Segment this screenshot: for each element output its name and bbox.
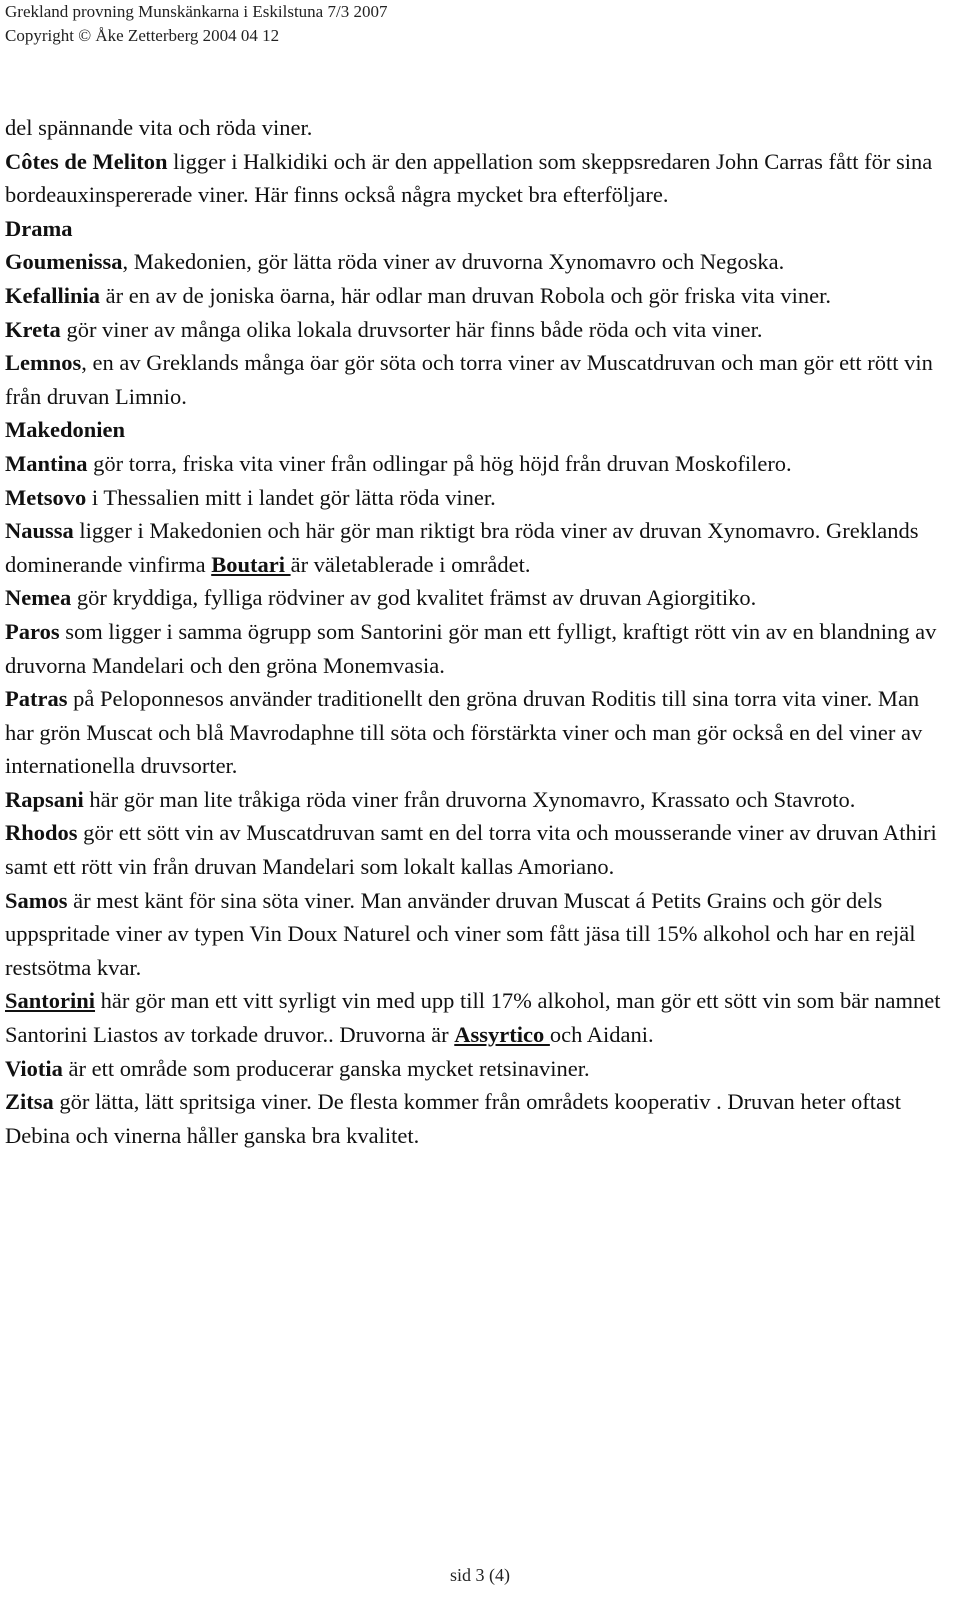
paragraph [5, 413, 950, 447]
paragraph-text: ligger i Makedonien och här gör man riktigt bra röda viner av druvan Xynomavro. Greklands dominerande vinfirma [5, 518, 919, 577]
paragraph-text: gör ett sött vin av Muscatdruvan samt en del torra vita och mousserande viner av druvan Athiri samt ett rött vin från druvan Mandelari som lokalt kallas Amoriano. [5, 820, 937, 880]
term-mantina: Mantina [5, 450, 88, 476]
paragraph-text: på Peloponnesos använder traditionellt den gröna druvan Roditis till sina torra vita viner. Man har grön Muscat och blå Mavrodaphne till söta och förstärkta viner och man gör också en del viner av internationella druvsorter. [5, 686, 923, 779]
term-lemnos: Lemnos [5, 350, 82, 376]
paragraph [5, 346, 950, 413]
paragraph [5, 279, 950, 313]
paragraph-text: gör kryddiga, fylliga rödviner av god kvalitet främst av druvan Agiorgitiko. [71, 585, 757, 611]
header-title: Grekland provning Munskänkarna i Eskilstuna 7/3 2007 [5, 2, 388, 21]
paragraph [5, 447, 950, 481]
paragraph-text: här gör man lite tråkiga röda viner från druvorna Xynomavro, Krassato och Stavroto. [83, 786, 856, 812]
term-naussa: Naussa [5, 518, 74, 544]
term-patras: Patras [5, 686, 68, 712]
paragraph [5, 313, 950, 347]
paragraph-text: gör viner av många olika lokala druvsorter här finns både röda och vita viner. [60, 316, 763, 342]
paragraph-text: är ett område som producerar ganska mycket retsinaviner. [62, 1055, 590, 1081]
page-number: sid 3 (4) [450, 1565, 510, 1585]
paragraph [5, 816, 950, 883]
paragraph-text: och Aidani. [549, 1022, 654, 1048]
term-nemea: Nemea [5, 585, 72, 611]
term-paros: Paros [5, 618, 60, 644]
paragraph-text: är väletablerade i området. [290, 551, 531, 577]
paragraph [5, 1085, 950, 1152]
paragraph [5, 581, 950, 615]
link-boutari[interactable]: Boutari [211, 551, 291, 577]
paragraph [5, 145, 950, 212]
paragraph-text: , en av Greklands många öar gör söta och torra viner av Muscatdruvan och man gör ett rött vin från druvan Limnio. [5, 350, 933, 409]
term-rapsani: Rapsani [5, 786, 84, 812]
paragraph [5, 514, 950, 581]
link-assyrtico[interactable]: Assyrtico [454, 1022, 550, 1048]
paragraph [5, 481, 950, 515]
paragraph [5, 615, 950, 682]
document-body [5, 111, 950, 1152]
paragraph-text: är en av de joniska öarna, här odlar man druvan Robola och gör friska vita viner. [100, 282, 832, 308]
term-kefallinia: Kefallinia [5, 282, 100, 308]
paragraph-text: är mest känt för sina söta viner. Man använder druvan Muscat á Petits Grains och gör dels uppspritade viner av typen Vin Doux Naturel och viner som fått jäsa till 15% alkohol och har en rejäl restsötma kvar. [5, 887, 916, 980]
paragraph [5, 783, 950, 817]
paragraph [5, 245, 950, 279]
header-copyright: Copyright © Åke Zetterberg 2004 04 12 [5, 26, 280, 45]
paragraph [5, 1052, 950, 1086]
paragraph-text: gör torra, friska vita viner från odlingar på hög höjd från druvan Moskofilero. [87, 450, 792, 476]
paragraph-text: gör lätta, lätt spritsiga viner. De flesta kommer från områdets kooperativ . Druvan heter oftast Debina och vinerna håller ganska bra kvalitet. [5, 1089, 901, 1148]
term-cotes-de-meliton: Côtes de Meliton [5, 148, 168, 174]
paragraph-text: ligger i Halkidiki och är den appellation som skeppsredaren John Carras fått för sina bordeauxinspererade viner. Här finns också några mycket bra efterföljare. [5, 148, 933, 208]
paragraph-text: som ligger i samma ögrupp som Santorini gör man ett fylligt, kraftigt rött vin av en blandning av druvorna Mandelari och den gröna Monemvasia. [5, 618, 937, 678]
document-header [5, 0, 387, 48]
paragraph [5, 212, 950, 246]
term-makedonien: Makedonien [5, 417, 126, 443]
term-samos: Samos [5, 887, 68, 913]
term-rhodos: Rhodos [5, 820, 78, 846]
paragraph-text: i Thessalien mitt i landet gör lätta röda viner. [86, 484, 496, 510]
term-drama: Drama [5, 215, 73, 241]
paragraph-text: här gör man ett vitt syrligt vin med upp till 17% alkohol, man gör ett sött vin som bär namnet Santorini Liastos av torkade druvor.. Druvorna är [5, 988, 941, 1048]
term-viotia: Viotia [5, 1055, 63, 1081]
paragraph-text: , Makedonien, gör lätta röda viner av druvorna Xynomavro och Negoska. [122, 249, 785, 275]
term-zitsa: Zitsa [5, 1089, 54, 1115]
term-kreta: Kreta [5, 316, 61, 342]
paragraph [5, 111, 950, 145]
paragraph-text: del spännande vita och röda viner. [5, 115, 313, 140]
paragraph [5, 884, 950, 985]
paragraph [5, 984, 950, 1051]
term-goumenissa: Goumenissa [5, 249, 123, 275]
paragraph [5, 682, 950, 783]
link-santorini[interactable]: Santorini [5, 988, 96, 1014]
term-metsovo: Metsovo [5, 484, 87, 510]
